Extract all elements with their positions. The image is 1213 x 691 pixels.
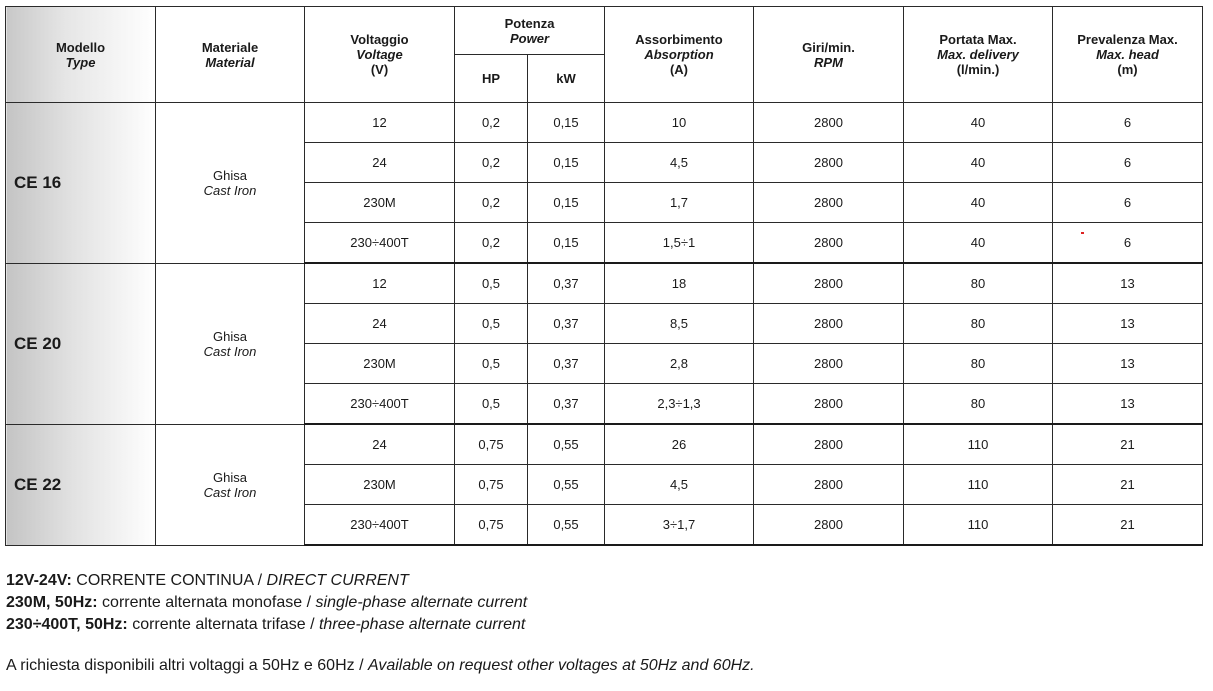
voltage-notes xyxy=(6,570,527,636)
absorption-cell: 3÷1,7 xyxy=(605,505,754,546)
table-row xyxy=(6,263,1203,304)
header-power: Potenza Power xyxy=(455,7,605,55)
delivery-cell: 80 xyxy=(904,384,1053,425)
head-cell: 21 xyxy=(1053,465,1203,505)
absorption-cell: 2,8 xyxy=(605,344,754,384)
delivery-cell: 40 xyxy=(904,183,1053,223)
absorption-cell: 2,3÷1,3 xyxy=(605,384,754,425)
absorption-cell: 1,5÷1 xyxy=(605,223,754,264)
head-cell: 13 xyxy=(1053,304,1203,344)
head-cell: 6 xyxy=(1053,223,1203,264)
head-cell: 13 xyxy=(1053,384,1203,425)
voltage-cell: 230÷400T xyxy=(305,505,455,546)
pump-spec-table xyxy=(5,6,1203,546)
voltage-cell: 230÷400T xyxy=(305,384,455,425)
header-kw: kW xyxy=(528,55,605,103)
hp-cell: 0,5 xyxy=(455,263,528,304)
material-it: Ghisa xyxy=(213,328,247,344)
hp-cell: 0,2 xyxy=(455,223,528,264)
material-cell xyxy=(156,103,305,264)
rpm-cell: 2800 xyxy=(754,344,904,384)
header-rpm: Giri/min. RPM xyxy=(754,7,904,103)
kw-cell: 0,37 xyxy=(528,384,605,425)
table-body xyxy=(6,103,1203,546)
kw-cell: 0,55 xyxy=(528,505,605,546)
absorption-cell: 8,5 xyxy=(605,304,754,344)
header-row xyxy=(6,7,1203,55)
hp-cell: 0,2 xyxy=(455,103,528,143)
model-cell: CE 22 xyxy=(6,424,156,545)
kw-cell: 0,15 xyxy=(528,223,605,264)
kw-cell: 0,55 xyxy=(528,465,605,505)
hp-cell: 0,75 xyxy=(455,465,528,505)
voltage-cell: 230M xyxy=(305,465,455,505)
header-absorption: Assorbimento Absorption (A) xyxy=(605,7,754,103)
delivery-cell: 110 xyxy=(904,424,1053,465)
table-row xyxy=(6,103,1203,143)
hp-cell: 0,2 xyxy=(455,183,528,223)
absorption-cell: 4,5 xyxy=(605,143,754,183)
delivery-cell: 110 xyxy=(904,465,1053,505)
voltage-cell: 230÷400T xyxy=(305,223,455,264)
rpm-cell: 2800 xyxy=(754,465,904,505)
delivery-cell: 40 xyxy=(904,103,1053,143)
hp-cell: 0,5 xyxy=(455,384,528,425)
delivery-cell: 40 xyxy=(904,223,1053,264)
delivery-cell: 110 xyxy=(904,505,1053,546)
rpm-cell: 2800 xyxy=(754,304,904,344)
voltage-cell: 24 xyxy=(305,424,455,465)
header-model: Modello Type xyxy=(6,7,156,103)
delivery-cell: 80 xyxy=(904,344,1053,384)
absorption-cell: 10 xyxy=(605,103,754,143)
voltage-cell: 24 xyxy=(305,304,455,344)
delivery-cell: 40 xyxy=(904,143,1053,183)
material-cell xyxy=(156,263,305,424)
table-row xyxy=(6,424,1203,465)
absorption-cell: 4,5 xyxy=(605,465,754,505)
head-cell: 6 xyxy=(1053,143,1203,183)
material-it: Ghisa xyxy=(213,167,247,183)
head-cell: 21 xyxy=(1053,424,1203,465)
head-cell: 13 xyxy=(1053,263,1203,304)
kw-cell: 0,55 xyxy=(528,424,605,465)
header-head: Prevalenza Max. Max. head (m) xyxy=(1053,7,1203,103)
rpm-cell: 2800 xyxy=(754,263,904,304)
absorption-cell: 26 xyxy=(605,424,754,465)
note-line: 12V-24V: CORRENTE CONTINUA / DIRECT CURRENT xyxy=(6,572,409,589)
delivery-cell: 80 xyxy=(904,263,1053,304)
stray-mark xyxy=(1081,232,1084,234)
model-cell: CE 20 xyxy=(6,263,156,424)
kw-cell: 0,37 xyxy=(528,304,605,344)
kw-cell: 0,15 xyxy=(528,183,605,223)
material-cell xyxy=(156,424,305,545)
rpm-cell: 2800 xyxy=(754,223,904,264)
kw-cell: 0,37 xyxy=(528,344,605,384)
hp-cell: 0,5 xyxy=(455,304,528,344)
model-cell: CE 16 xyxy=(6,103,156,264)
hp-cell: 0,5 xyxy=(455,344,528,384)
kw-cell: 0,15 xyxy=(528,103,605,143)
kw-cell: 0,15 xyxy=(528,143,605,183)
rpm-cell: 2800 xyxy=(754,505,904,546)
absorption-cell: 1,7 xyxy=(605,183,754,223)
rpm-cell: 2800 xyxy=(754,103,904,143)
kw-cell: 0,37 xyxy=(528,263,605,304)
header-voltage: Voltaggio Voltage (V) xyxy=(305,7,455,103)
header-hp: HP xyxy=(455,55,528,103)
header-delivery: Portata Max. Max. delivery (l/min.) xyxy=(904,7,1053,103)
hp-cell: 0,75 xyxy=(455,505,528,546)
material-en: Cast Iron xyxy=(203,343,257,359)
note-line: 230M, 50Hz: corrente alternata monofase / single-phase alternate current xyxy=(6,594,528,611)
head-cell: 6 xyxy=(1053,183,1203,223)
header-material: Materiale Material xyxy=(156,7,305,103)
voltage-cell: 12 xyxy=(305,263,455,304)
rpm-cell: 2800 xyxy=(754,143,904,183)
note-line: 230÷400T, 50Hz: corrente alternata trifase / three-phase alternate current xyxy=(6,616,526,633)
rpm-cell: 2800 xyxy=(754,183,904,223)
rpm-cell: 2800 xyxy=(754,384,904,425)
voltage-cell: 12 xyxy=(305,103,455,143)
voltage-cell: 24 xyxy=(305,143,455,183)
material-en: Cast Iron xyxy=(203,484,257,500)
hp-cell: 0,2 xyxy=(455,143,528,183)
material-it: Ghisa xyxy=(213,469,247,485)
head-cell: 21 xyxy=(1053,505,1203,546)
head-cell: 6 xyxy=(1053,103,1203,143)
voltage-cell: 230M xyxy=(305,344,455,384)
availability-note: A richiesta disponibili altri voltaggi a 50Hz e 60Hz / Available on request other voltages at 50Hz and 60Hz. xyxy=(6,657,755,674)
voltage-cell: 230M xyxy=(305,183,455,223)
material-en: Cast Iron xyxy=(203,182,257,198)
absorption-cell: 18 xyxy=(605,263,754,304)
rpm-cell: 2800 xyxy=(754,424,904,465)
delivery-cell: 80 xyxy=(904,304,1053,344)
head-cell: 13 xyxy=(1053,344,1203,384)
hp-cell: 0,75 xyxy=(455,424,528,465)
